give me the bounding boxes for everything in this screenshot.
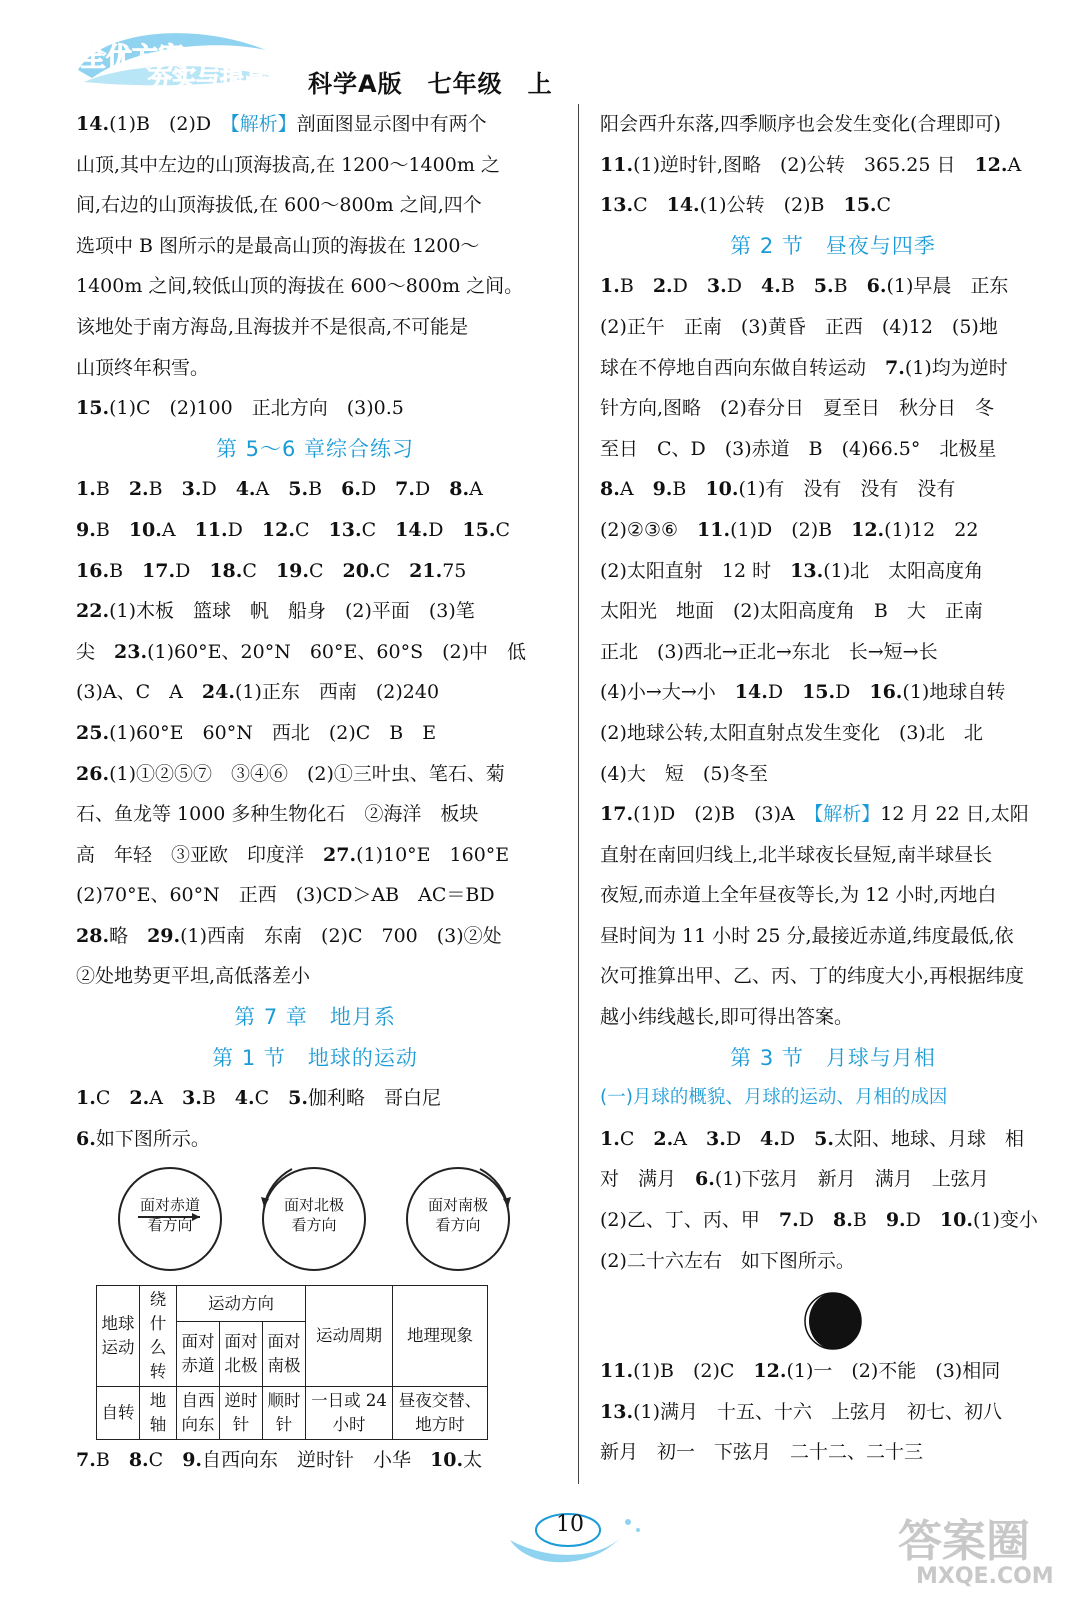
section-title-7-3: 第 3 节 月球与月相 [730,1045,936,1070]
logo-text-2: 夯实与提高 [148,64,268,92]
answer-line: 1400m 之间,较低山顶的海拔在 600～800m 之间。 [76,275,524,298]
answer-line: 15.(1)C (2)100 正北方向 (3)0.5 [76,397,404,420]
section-title-7-2: 第 2 节 昼夜与四季 [730,233,936,258]
answer-line: 13.C 14.(1)公转 (2)B 15.C [600,194,892,217]
answer-line: 夜短,而赤道上全年昼夜等长,为 12 小时,丙地白 [600,884,997,907]
answer-line: 该地处于南方海岛,且海拔并不是很高,不可能是 [76,315,469,338]
answer-line: (2)乙、丁、丙、甲 7.D 8.B 9.D 10.(1)变小 [600,1209,1038,1232]
answer-line: 新月 初一 下弦月 二十二、二十三 [600,1441,924,1464]
watermark-text: 答案圈 [898,1516,1030,1567]
td-period: 一日或 24 小时 [306,1387,393,1440]
page-header-title: 科学A版 七年级 上 [308,70,553,98]
answer-line: 14.(1)B (2)D 【解析】剖面图显示图中有两个 [76,113,487,135]
th-phenomenon: 地理现象 [393,1286,488,1387]
section-title-5-6: 第 5～6 章综合练习 [215,436,415,461]
td-dir-north: 逆时针 [220,1387,263,1440]
circle-label: 看方向 [435,1216,481,1235]
answer-line: 11.(1)逆时针,图略 (2)公转 365.25 日 12.A [600,153,1022,176]
answer-line: 选项中 B 图所示的是最高山顶的海拔在 1200～ [76,234,480,257]
answer-line: 昼时间为 11 小时 25 分,最接近赤道,纬度最低,依 [600,924,1014,947]
circle-north-pole-view [262,1167,366,1271]
left-block-1 [76,104,554,429]
td-dir-equator: 自西向东 [177,1387,220,1440]
answer-line: 9.B 10.A 11.D 12.C 13.C 14.D 15.C [76,518,511,541]
earth-motion-table [96,1285,488,1440]
answer-line: 13.(1)满月 十五、十六 上弦月 初七、初八 [600,1400,1002,1423]
answer-line: 石、鱼龙等 1000 多种生物化石 ②海洋 板块 [76,803,479,826]
answer-line: 山顶,其中左边的山顶海拔高,在 1200～1400m 之 [76,153,500,176]
answer-line: (2)太阳直射 12 时 13.(1)北 太阳高度角 [600,559,984,582]
td-phenomenon: 昼夜交替、地方时 [393,1387,488,1440]
answer-line: 正北 (3)西北→正北→东北 长→短→长 [600,640,938,663]
td-axis: 地轴 [140,1387,177,1440]
left-column [76,104,554,1481]
left-block-3 [76,1078,554,1159]
circle-equator-view [118,1167,222,1271]
answer-line: 直射在南回归线上,北半球夜长昼短,南半球昼长 [600,843,993,866]
right-block-4 [600,1351,1066,1473]
th-direction: 运动方向 [177,1286,306,1322]
answer-line: 太阳光 地面 (2)太阳高度角 B 大 正南 [600,600,983,623]
answer-line: 8.A 9.B 10.(1)有 没有 没有 没有 [600,478,956,501]
answer-line: 1.B 2.D 3.D 4.B 5.B 6.(1)早晨 正东 [600,275,1009,298]
answer-line: 17.(1)D (2)B (3)A 【解析】12 月 22 日,太阳 [600,803,1029,826]
circle-label: 面对赤道 [139,1196,200,1215]
answer-line: (2)②③⑥ 11.(1)D (2)B 12.(1)12 22 [600,518,979,541]
answer-line: 16.B 17.D 18.C 19.C 20.C 21.75 [76,559,467,582]
answer-line: 尖 23.(1)60°E、20°N 60°E、60°S (2)中 低 [76,640,526,663]
answer-line: 22.(1)木板 篮球 帆 船身 (2)平面 (3)笔 [76,600,475,623]
right-block-1 [600,104,1066,226]
answer-line: 越小纬线越长,即可得出答案。 [600,1006,854,1029]
answer-line: 1.C 2.A 3.B 4.C 5.伽利略 哥白尼 [76,1087,442,1110]
circle-label: 面对南极 [427,1196,488,1215]
section-title-7-1: 第 1 节 地球的运动 [212,1045,418,1070]
answer-line: 26.(1)①②⑤⑦ ③④⑥ (2)①三叶虫、笔石、菊 [76,762,505,785]
td-dir-south: 顺时针 [263,1387,306,1440]
answer-line: 25.(1)60°E 60°N 西北 (2)C B E [76,721,437,744]
logo-text-1: 全优方案 [80,43,185,73]
earth-rotation-diagrams [76,1159,554,1285]
answer-line: 间,右边的山顶海拔低,在 600～800m 之间,四个 [76,194,482,217]
answer-line: 次可推算出甲、乙、丙、丁的纬度大小,再根据纬度 [600,965,1025,988]
answer-line: 6.如下图所示。 [76,1127,210,1150]
answer-line: (4)小→大→小 14.D 15.D 16.(1)地球自转 [600,681,1006,704]
page-number: 10 [556,1512,584,1537]
subsection-title: (一)月球的概貌、月球的运动、月相的成因 [600,1087,948,1109]
th-axis: 绕什么转 [140,1286,177,1387]
answer-line: 阳会西升东落,四季顺序也会发生变化(合理即可) [600,113,1001,135]
answer-line: ②处地势更平坦,高低落差小 [76,965,311,988]
th-dir-equator: 面对赤道 [177,1322,220,1387]
left-block-4 [76,1440,554,1481]
answer-line: (2)地球公转,太阳直射点发生变化 (3)北 北 [600,721,983,744]
answer-line: (2)70°E、60°N 正西 (3)CD＞AB AC＝BD [76,884,495,907]
circle-label: 面对北极 [283,1196,344,1215]
brand-logo [70,22,280,100]
th-dir-north: 面对北极 [220,1322,263,1387]
right-column [600,104,1066,1473]
answer-line: 1.C 2.A 3.D 4.D 5.太阳、地球、月球 相 [600,1127,1024,1150]
answer-line: (3)A、C A 24.(1)正东 西南 (2)240 [76,681,440,704]
watermark-url: MXQE.COM [916,1564,1054,1589]
th-period: 运动周期 [306,1286,393,1387]
answer-line: (2)二十六左右 如下图所示。 [600,1249,855,1272]
circle-label: 看方向 [147,1216,193,1235]
right-block-3 [600,1119,1066,1281]
answer-line: 7.B 8.C 9.自西向东 逆时针 小华 10.太 [76,1449,483,1472]
answer-line: 球在不停地自西向东做自转运动 7.(1)均为逆时 [600,356,1008,379]
right-block-2 [600,266,1066,1037]
left-block-2 [76,469,554,997]
answer-line: (2)正午 正南 (3)黄昏 正西 (4)12 (5)地 [600,315,998,338]
answer-line: 至日 C、D (3)赤道 B (4)66.5° 北极星 [600,437,997,460]
answer-line: 高 年轻 ③亚欧 印度洋 27.(1)10°E 160°E [76,843,510,866]
answer-line: 对 满月 6.(1)下弦月 新月 满月 上弦月 [600,1168,989,1191]
column-divider [578,104,579,1484]
answer-line: 1.B 2.B 3.D 4.A 5.B 6.D 7.D 8.A [76,478,483,501]
answer-line: 11.(1)B (2)C 12.(1)一 (2)不能 (3)相同 [600,1360,1001,1383]
th-earth-motion: 地球运动 [97,1286,140,1387]
chapter-title-7: 第 7 章 地月系 [234,1005,396,1030]
th-dir-south: 面对南极 [263,1322,306,1387]
answer-line: 针方向,图略 (2)春分日 夏至日 秋分日 冬 [600,397,994,420]
answer-line: 28.略 29.(1)西南 东南 (2)C 700 (3)②处 [76,924,502,947]
td-motion: 自转 [97,1387,140,1440]
moon-phase-icon [803,1291,863,1351]
answer-line: (4)大 短 (5)冬至 [600,762,768,785]
circle-south-pole-view [406,1167,510,1271]
answer-line: 山顶终年积雪。 [76,356,210,379]
watermark [898,1516,1054,1590]
circle-label: 看方向 [291,1216,337,1235]
